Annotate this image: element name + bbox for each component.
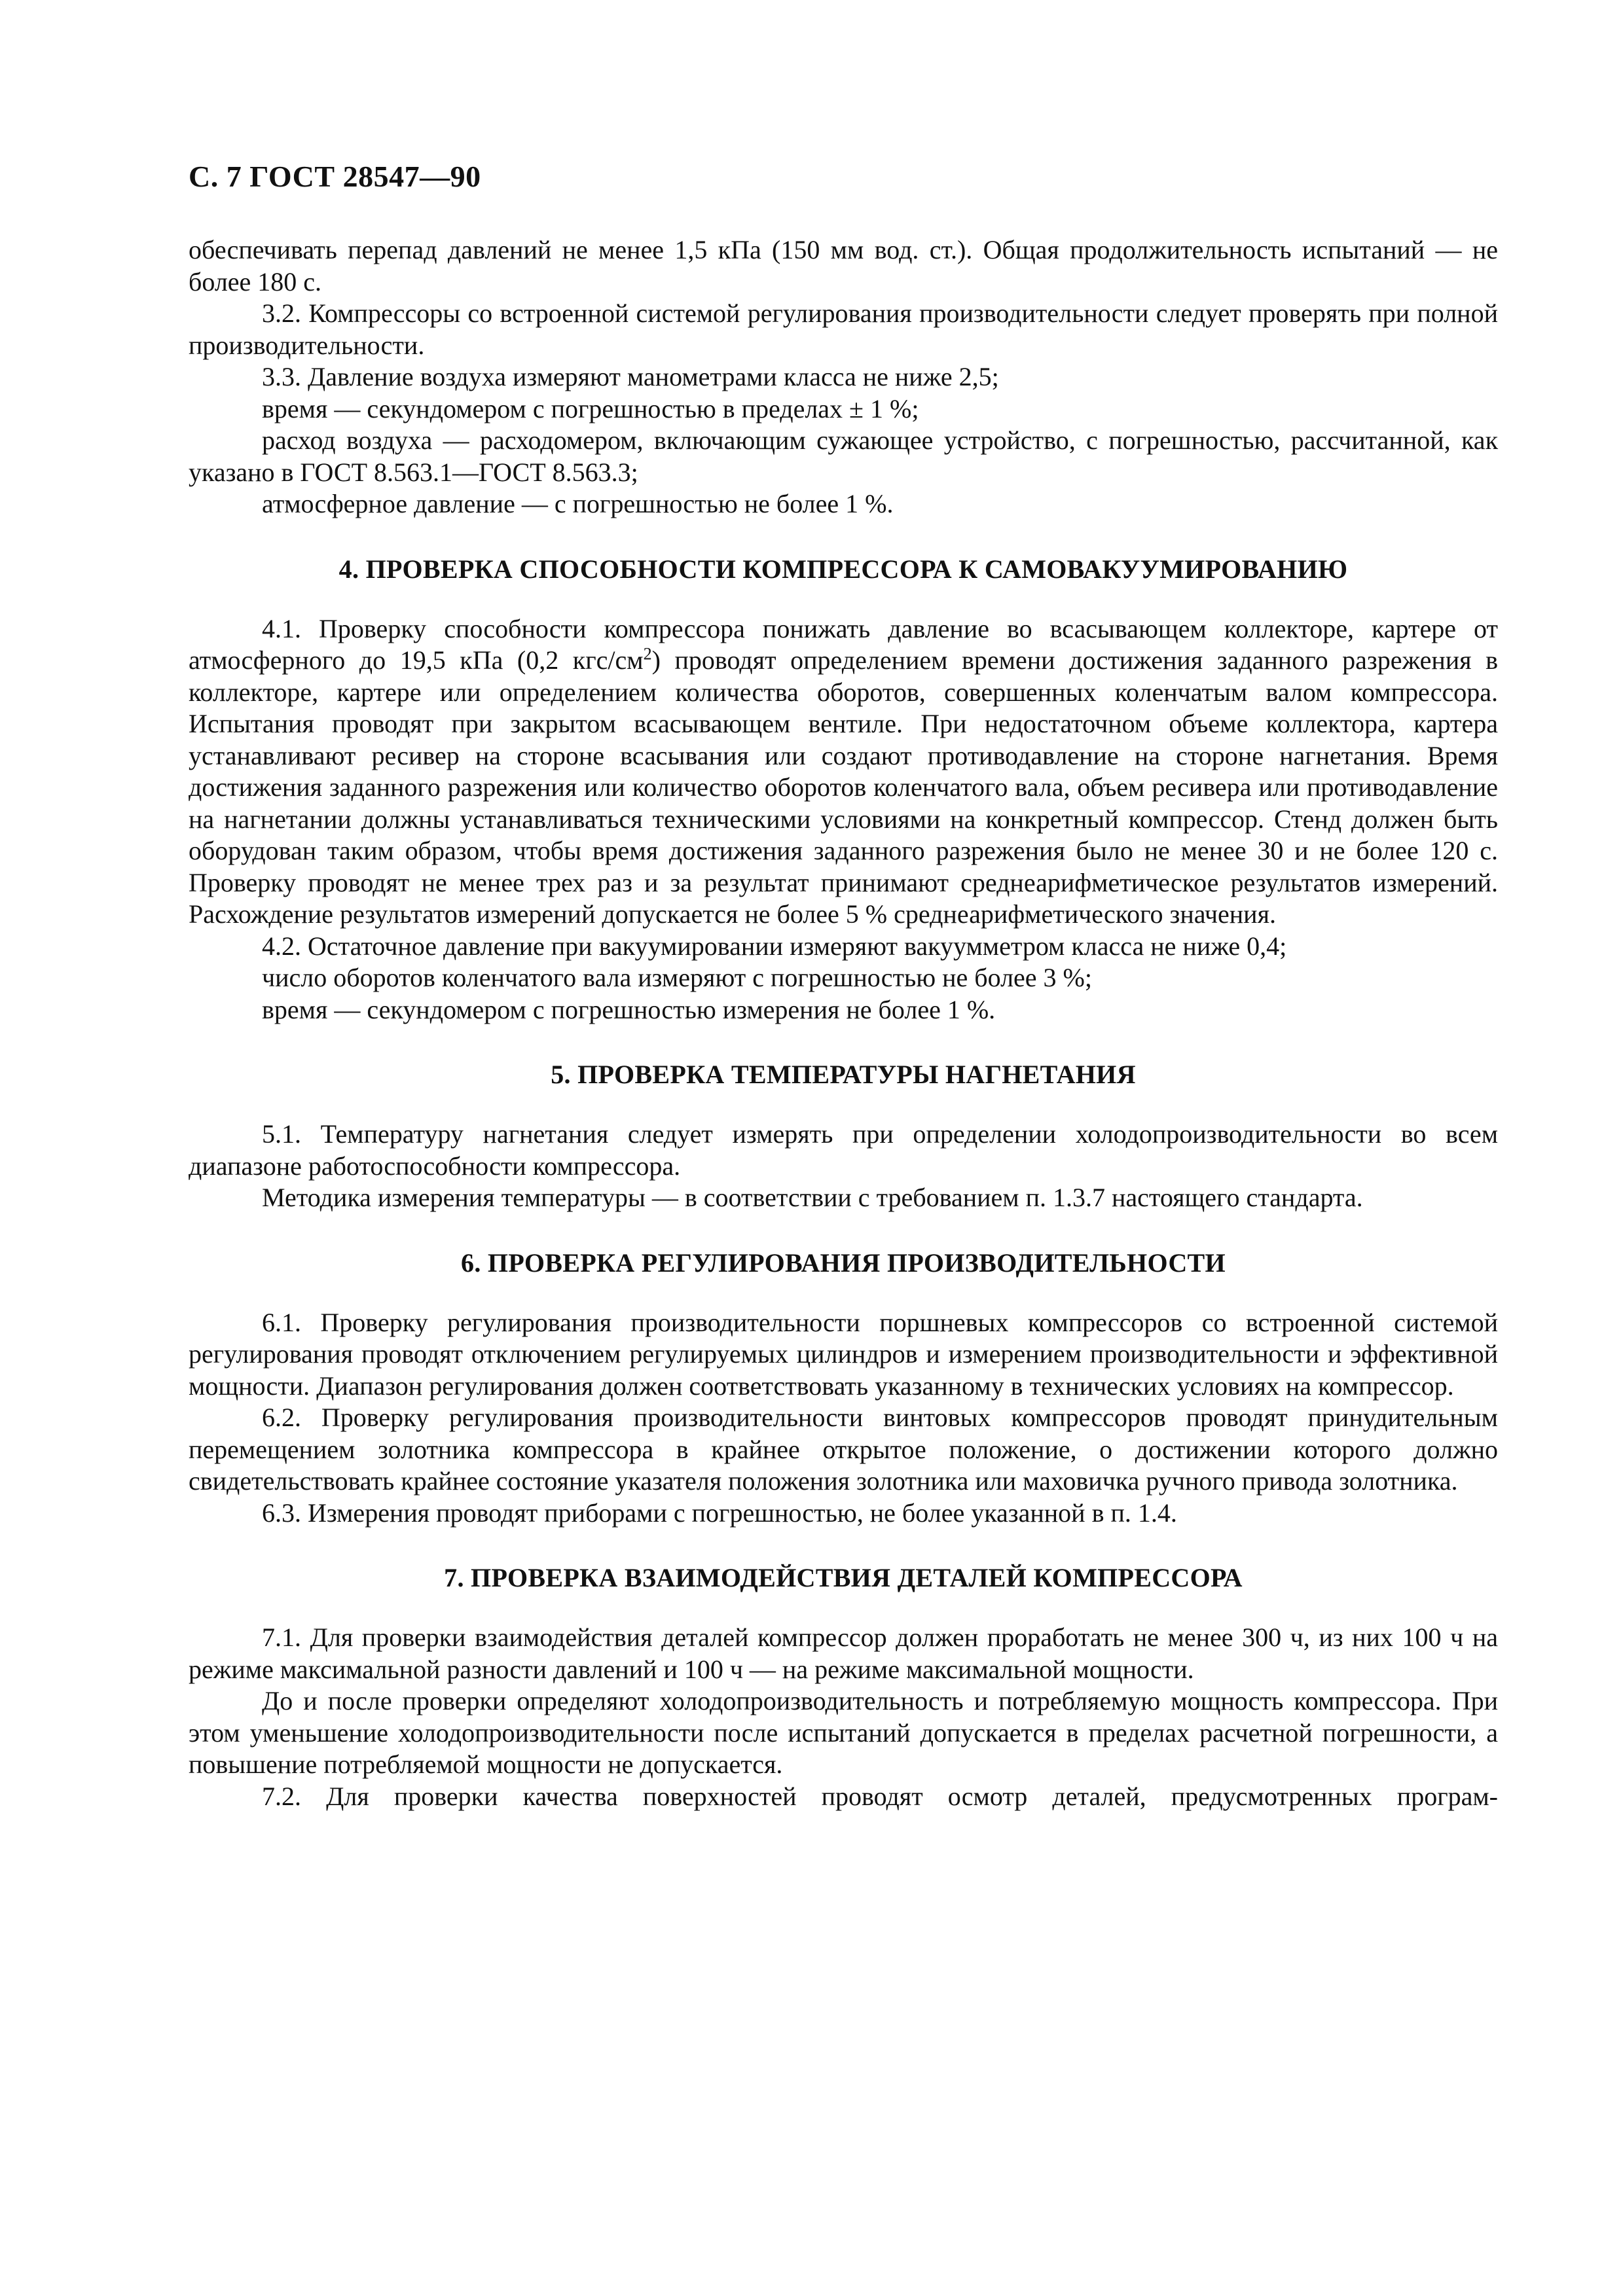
clause-3-3-time: время — секундомером с погрешностью в пределах ± 1 %; <box>262 393 919 423</box>
document-page <box>189 157 1498 1812</box>
clause-4-2: 4.2. Остаточное давление при вакуумировании измеряют вакуумметром класса не ниже 0,4; <box>262 931 1287 961</box>
clause-4-2-rotations: число оборотов коленчатого вала измеряют с погрешностью не более 3 %; <box>262 963 1092 992</box>
clause-6-1: 6.1. Проверку регулирования производительности поршневых компрессоров со встроенной системой регулирования проводят отключением регулируемых цилиндров и измерением производительности и эффективной мощности. Диапазон регулирования должен соответствовать указанному в технических условиях на компрессор. <box>189 1307 1498 1401</box>
section-4-title: 4. ПРОВЕРКА СПОСОБНОСТИ КОМПРЕССОРА К САМОВАКУУМИРОВАНИЮ <box>338 554 1348 584</box>
clause-4-1-part-b: ) проводят определением времени достижения заданного разрежения в коллекторе, картере или определением количества оборотов, совершенных коленчатым валом компрессора. Испытания проводят при закрытом всасывающем вентиле. При недостаточном объеме коллектора, картера устанавливают ресивер на стороне всасывания или создают противодавление на стороне нагнетания. Время достижения заданного разрежения или количество оборотов коленчатого вала, объем ресивера или противодавление на нагнетании должны устанавливаться техническими условиями на конкретный компрессор. Стенд должен быть оборудован таким образом, чтобы время достижения заданного разрежения было не менее 30 и не более 120 с. Проверку проводят не менее трех раз и за результат принимают среднеарифметическое результатов измерений. Расхождение результатов измерений допускается не более 5 % среднеарифметического значения. <box>189 645 1498 929</box>
clause-3-3-atmospheric: атмосферное давление — с погрешностью не более 1 %. <box>262 489 894 518</box>
clause-6-3: 6.3. Измерения проводят приборами с погрешностью, не более указанной в п. 1.4. <box>262 1498 1177 1528</box>
clause-5-1: 5.1. Температуру нагнетания следует измерять при определении холодопроизводительности во всем диапазоне работоспособности компрессора. <box>189 1119 1498 1181</box>
clause-3-3: 3.3. Давление воздуха измеряют манометрами класса не ниже 2,5; <box>262 362 999 391</box>
clause-4-1 <box>189 613 1498 931</box>
page-header: С. 7 ГОСТ 28547—90 <box>189 160 481 193</box>
clause-6-2: 6.2. Проверку регулирования производительности винтовых компрессоров проводят принудительным перемещением золотника компрессора в крайнее открытое положение, о достижении которого должно свидетельствовать крайнее состояние указателя положения золотника или маховичка ручного привода золотника. <box>189 1403 1498 1496</box>
clause-7-1-note: До и после проверки определяют холодопроизводительность и потребляемую мощность компрессора. При этом уменьшение холодопроизводительности после испытаний допускается в пределах расчетной погрешности, а повышение потребляемой мощности не допускается. <box>189 1686 1498 1779</box>
clause-3-3-airflow: расход воздуха — расходомером, включающим сужающее устройство, с погрешностью, рассчитанной, как указано в ГОСТ 8.563.1—ГОСТ 8.563.3; <box>189 425 1498 487</box>
clause-4-1-superscript: 2 <box>643 644 652 664</box>
clause-5-1-method: Методика измерения температуры — в соответствии с требованием п. 1.3.7 настоящего стандарта. <box>262 1183 1363 1212</box>
clause-4-2-time: время — секундомером с погрешностью измерения не более 1 %. <box>262 994 996 1024</box>
section-7-title: 7. ПРОВЕРКА ВЗАИМОДЕЙСТВИЯ ДЕТАЛЕЙ КОМПРЕССОРА <box>444 1563 1243 1592</box>
section-5-title: 5. ПРОВЕРКА ТЕМПЕРАТУРЫ НАГНЕТАНИЯ <box>551 1060 1136 1089</box>
clause-4-1-part-a: 4.1. Проверку способности компрессора понижать давление во всасывающем коллекторе, картере от атмосферного до 19,5 кПа (0,2 кгс/см <box>189 613 1498 675</box>
intro-paragraph-1: обеспечивать перепад давлений не менее 1,5 кПа (150 мм вод. ст.). Общая продолжительность испытаний — не более 180 с. <box>189 235 1498 296</box>
clause-3-2: 3.2. Компрессоры со встроенной системой регулирования производительности следует проверять при полной производительности. <box>189 298 1498 360</box>
section-6-title: 6. ПРОВЕРКА РЕГУЛИРОВАНИЯ ПРОИЗВОДИТЕЛЬНОСТИ <box>461 1247 1226 1278</box>
clause-7-2: 7.2. Для проверки качества поверхностей проводят осмотр деталей, предусмотренных програм- <box>262 1781 1498 1811</box>
clause-7-1: 7.1. Для проверки взаимодействия деталей компрессор должен проработать не менее 300 ч, из них 100 ч на режиме максимальной разности давлений и 100 ч — на режиме максимальной мощности. <box>189 1623 1498 1684</box>
